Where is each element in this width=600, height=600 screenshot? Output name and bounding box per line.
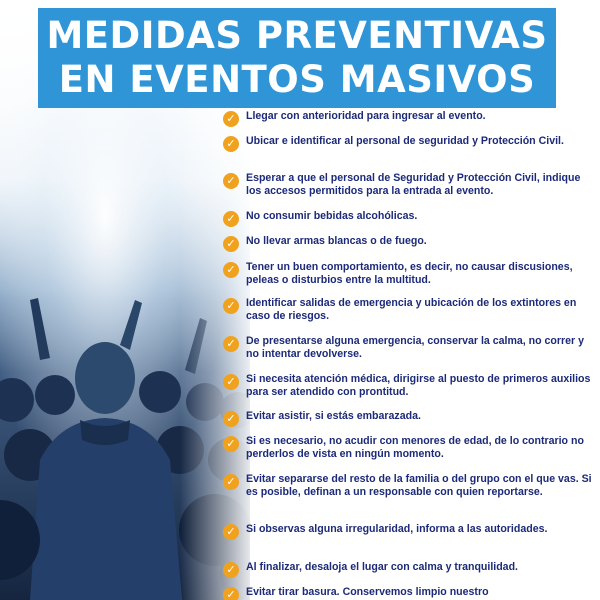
check-circle-icon: ✓ bbox=[223, 524, 239, 540]
measure-text: Llegar con anterioridad para ingresar al evento. bbox=[246, 110, 486, 122]
check-circle-icon: ✓ bbox=[223, 411, 239, 427]
measure-text: Tener un buen comportamiento, es decir, no causar discusiones, peleas o disturbios entre la multitud. bbox=[246, 261, 573, 286]
check-circle-icon: ✓ bbox=[223, 374, 239, 390]
title-line-1: MEDIDAS PREVENTIVAS bbox=[46, 14, 548, 57]
title-line-2: EN EVENTOS MASIVOS bbox=[58, 58, 536, 101]
check-circle-icon: ✓ bbox=[223, 173, 239, 189]
check-circle-icon: ✓ bbox=[223, 298, 239, 314]
title-banner bbox=[38, 8, 556, 108]
measure-text: Ubicar e identificar al personal de seguridad y Protección Civil. bbox=[246, 135, 564, 147]
check-circle-icon: ✓ bbox=[223, 562, 239, 578]
measure-text: Si observas alguna irregularidad, informa a las autoridades. bbox=[246, 523, 548, 535]
check-circle-icon: ✓ bbox=[223, 262, 239, 278]
measure-text: Evitar asistir, si estás embarazada. bbox=[246, 410, 421, 422]
measure-text: Identificar salidas de emergencia y ubicación de los extintores en caso de riesgos. bbox=[246, 297, 577, 322]
measure-text: Evitar separarse del resto de la familia o del grupo con el que vas. Si es posible, definan a un responsable con quien reportarse. bbox=[246, 473, 592, 498]
check-circle-icon: ✓ bbox=[223, 211, 239, 227]
check-circle-icon: ✓ bbox=[223, 111, 239, 127]
check-circle-icon: ✓ bbox=[223, 436, 239, 452]
measures-list bbox=[223, 110, 600, 600]
measure-text: No consumir bebidas alcohólicas. bbox=[246, 210, 418, 222]
measure-text: Esperar a que el personal de Seguridad y Protección Civil, indique los accesos permitidos para la entrada al evento. bbox=[246, 172, 581, 197]
measure-text: Si necesita atención médica, dirigirse al puesto de primeros auxilios para ser atendido con prontitud. bbox=[246, 373, 591, 398]
measure-text: Evitar tirar basura. Conservemos limpio nuestro bbox=[246, 586, 489, 598]
measure-text: No llevar armas blancas o de fuego. bbox=[246, 235, 427, 247]
check-circle-icon: ✓ bbox=[223, 136, 239, 152]
measure-text: Al finalizar, desaloja el lugar con calma y tranquilidad. bbox=[246, 561, 518, 573]
measure-text: De presentarse alguna emergencia, conservar la calma, no correr y no intentar devolverse. bbox=[246, 335, 584, 360]
check-circle-icon: ✓ bbox=[223, 587, 239, 600]
check-circle-icon: ✓ bbox=[223, 474, 239, 490]
check-circle-icon: ✓ bbox=[223, 236, 239, 252]
check-circle-icon: ✓ bbox=[223, 336, 239, 352]
measure-text: Si es necesario, no acudir con menores de edad, de lo contrario no perderlos de vista en ningún momento. bbox=[246, 435, 584, 460]
